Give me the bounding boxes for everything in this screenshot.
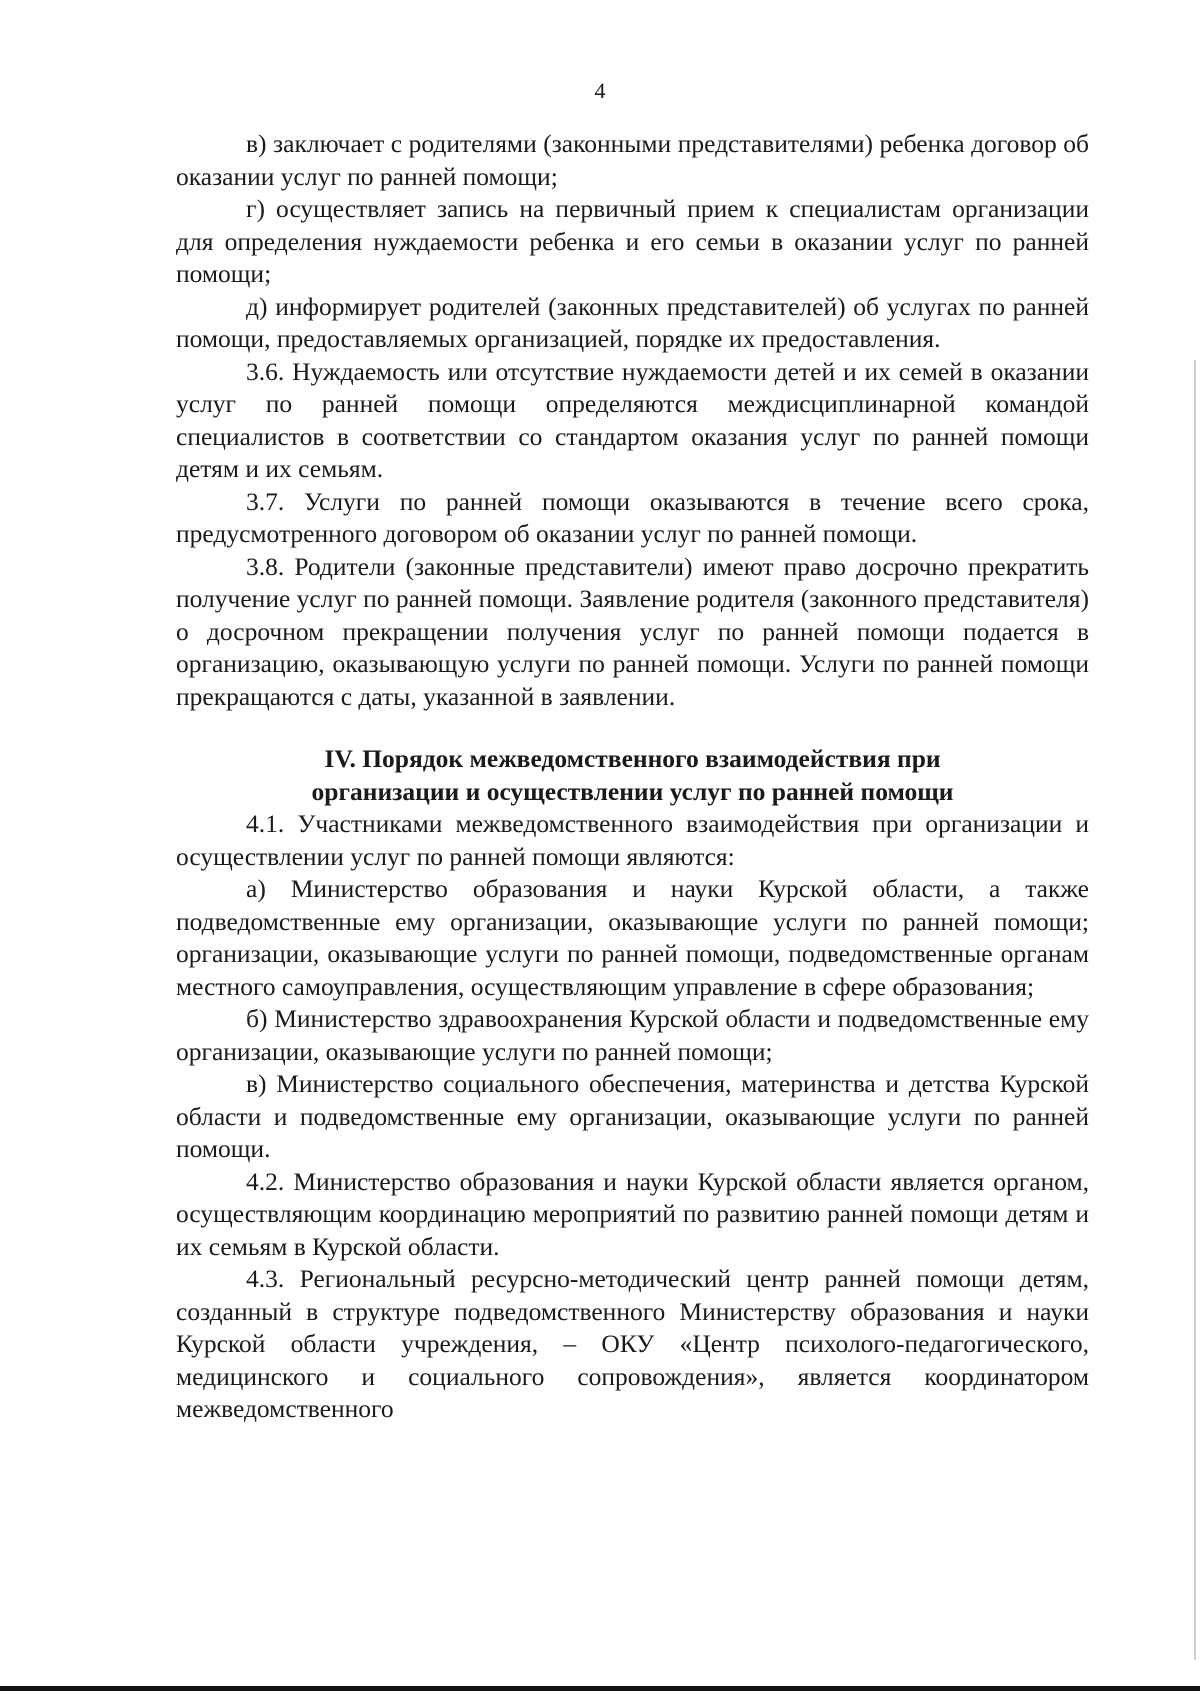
paragraph-4-3: 4.3. Региональный ресурсно-методический центр ранней помощи детям, созданный в структуре подведомственного Министерству образования и науки Курской области учреждения, – ОКУ «Центр психолого-педагогического, медицинского и социального сопровождения», является координатором межведомственного <box>176 1264 1089 1423</box>
paragraph-3-5-d: д) информирует родителей (законных представителей) об услугах по ранней помощи, предоставляемых организацией, порядке их предоставления. <box>176 291 1089 353</box>
scan-bottom-border <box>0 1686 1200 1691</box>
paragraph-3-5-v: в) заключает с родителями (законными представителями) ребенка договор об оказании услуг по ранней помощи; <box>176 129 1089 191</box>
paragraph-3-8: 3.8. Родители (законные представители) имеют право досрочно прекратить получение услуг по ранней помощи. Заявление родителя (законного представителя) о досрочном прекращении получения услуг по ранней помощи подается в организацию, оказывающую услуги по ранней помощи. Услуги по ранней помощи прекращаются с даты, указанной в заявлении. <box>176 551 1089 711</box>
paragraph-3-6: 3.6. Нуждаемость или отсутствие нуждаемости детей и их семей в оказании услуг по ранней помощи определяются междисциплинарной командой специалистов в соответствии со стандартом оказания услуг по ранней помощи детям и их семьям. <box>176 356 1089 483</box>
paragraph-4-1-a: а) Министерство образования и науки Курской области, а также подведомственные ему организации, оказывающие услуги по ранней помощи; организации, оказывающие услуги по ранней помощи, подведомственные органам местного самоуправления, осуществляющим управление в сфере образования; <box>176 874 1089 1001</box>
paragraph-4-1-v: в) Министерство социального обеспечения, материнства и детства Курской области и подведомственные ему организации, оказывающие услуги по ранней помощи. <box>176 1069 1089 1163</box>
scan-edge-line <box>1194 360 1196 1660</box>
section-heading <box>176 743 1089 808</box>
paragraph-3-5-g: г) осуществляет запись на первичный прием к специалистам организации для определения нуждаемости ребенка и его семьи в оказании услуг по ранней помощи; <box>176 194 1089 288</box>
paragraph-4-1: 4.1. Участниками межведомственного взаимодействия при организации и осуществлении услуг по ранней помощи являются: <box>176 809 1089 871</box>
section-heading-line-1: IV. Порядок межведомственного взаимодействия при <box>324 744 941 773</box>
document-body <box>176 128 1089 1426</box>
page-number: 4 <box>594 78 606 103</box>
paragraph-4-2: 4.2. Министерство образования и науки Курской области является органом, осуществляющим координацию мероприятий по развитию ранней помощи детям и их семьям в Курской области. <box>176 1166 1089 1261</box>
paragraph-4-1-b: б) Министерство здравоохранения Курской области и подведомственные ему организации, оказывающие услуги по ранней помощи; <box>176 1004 1089 1066</box>
section-heading-line-2: организации и осуществлении услуг по ранней помощи <box>311 776 954 806</box>
paragraph-3-7: 3.7. Услуги по ранней помощи оказываются в течение всего срока, предусмотренного договором об оказании услуг по ранней помощи. <box>176 486 1089 548</box>
